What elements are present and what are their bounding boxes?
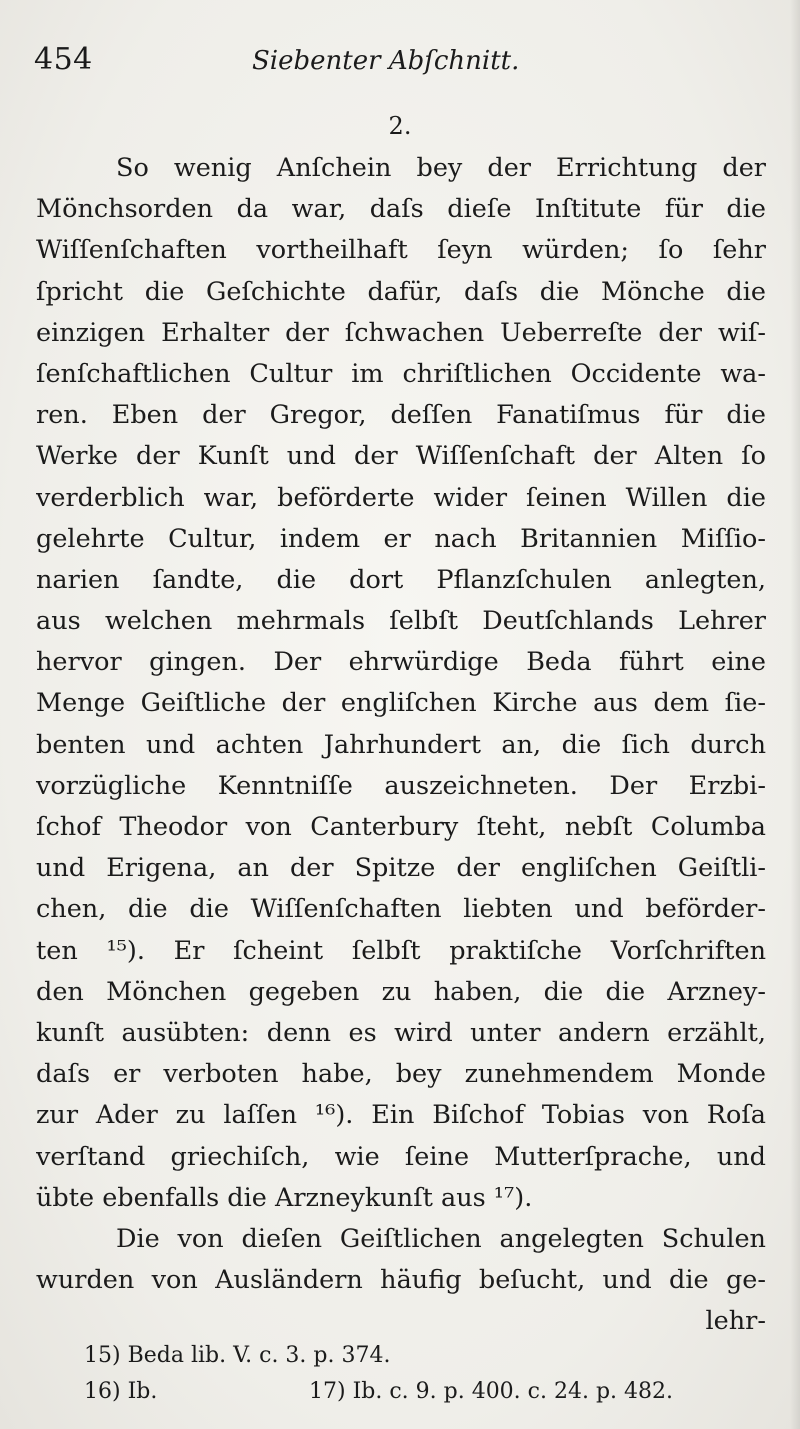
text-line: hervor gingen. Der ehrwürdige Beda führt eine: [36, 647, 766, 678]
catchword: lehr-: [705, 1306, 766, 1337]
text-line: wurden von Ausländern häufig beſucht, und die ge-: [36, 1265, 766, 1296]
text-line: Mönchsorden da war, daſs dieſe Inſtitute für die: [36, 194, 766, 225]
footnote-17: 17) Ib. c. 9. p. 400. c. 24. p. 482.: [309, 1379, 674, 1404]
text-line: daſs er verboten habe, bey zunehmendem Monde: [36, 1059, 766, 1090]
page-number: 454: [34, 42, 93, 77]
text-line: So wenig Anſchein bey der Errichtung der: [116, 153, 766, 183]
page-header: [34, 42, 764, 86]
text-line: ſchof Theodor von Canterbury ſteht, nebſt Columba: [36, 812, 766, 842]
text-line: und Erigena, an der Spitze der engliſchen Geiſtli-: [36, 853, 766, 884]
text-line: einzigen Erhalter der ſchwachen Ueberreſte der wiſ-: [36, 317, 766, 348]
text-line: narien ſandte, die dort Pflanzſchulen anlegten,: [36, 564, 766, 595]
footnote-15: 15) Beda lib. V. c. 3. p. 374.: [84, 1343, 391, 1368]
text-line: zur Ader zu laſſen ¹⁶). Ein Biſchof Tobias von Roſa: [36, 1100, 766, 1131]
section-number: 2.: [388, 112, 412, 140]
text-line: verderblich war, beförderte wider ſeinen Willen die: [36, 482, 766, 513]
text-line: aus welchen mehrmals ſelbſt Deutſchlands Lehrer: [36, 606, 766, 637]
text-line: Wiſſenſchaften vortheilhaft ſeyn würden; ſo ſehr: [36, 235, 766, 266]
text-line: Die von dieſen Geiſtlichen angelegten Schulen: [116, 1223, 766, 1254]
text-line: Werke der Kunſt und der Wiſſenſchaft der Alten ſo: [36, 441, 766, 472]
footnote-16: 16) Ib.: [84, 1379, 158, 1404]
text-line: ren. Eben der Gregor, deſſen Fanatiſmus für die: [36, 400, 766, 431]
footnote-row: [84, 1374, 764, 1410]
text-line: den Mönchen gegeben zu haben, die die Arzney-: [36, 976, 766, 1007]
text-line: gelehrte Cultur, indem er nach Britannien Miſſio-: [36, 523, 766, 554]
footnotes: [84, 1338, 764, 1410]
page-edge-shadow: [790, 0, 800, 1429]
running-head: Siebenter Abſchnitt.: [252, 46, 520, 76]
text-line: verſtand griechiſch, wie ſeine Mutterſprache, und: [36, 1141, 766, 1172]
text-line: chen, die die Wiſſenſchaften liebten und beförder-: [36, 894, 766, 925]
text-line: ſpricht die Geſchichte dafür, daſs die Mönche die: [36, 276, 766, 307]
text-line: benten und achten Jahrhundert an, die ſich durch: [36, 729, 766, 760]
text-line: vorzügliche Kenntniſſe auszeichneten. Der Erzbi-: [36, 770, 766, 801]
body-text: [36, 148, 766, 1342]
text-line: Menge Geiſtliche der engliſchen Kirche aus dem ſie-: [36, 688, 766, 719]
text-line: übte ebenfalls die Arzneykunſt aus ¹⁷).: [36, 1182, 533, 1213]
text-line: ſenſchaftlichen Cultur im chriſtlichen Occidente wa-: [36, 358, 766, 389]
text-line: ten ¹⁵). Er ſcheint ſelbſt praktiſche Vorſchriften: [36, 935, 766, 966]
text-line: kunſt ausübten: denn es wird unter andern erzählt,: [36, 1017, 766, 1048]
